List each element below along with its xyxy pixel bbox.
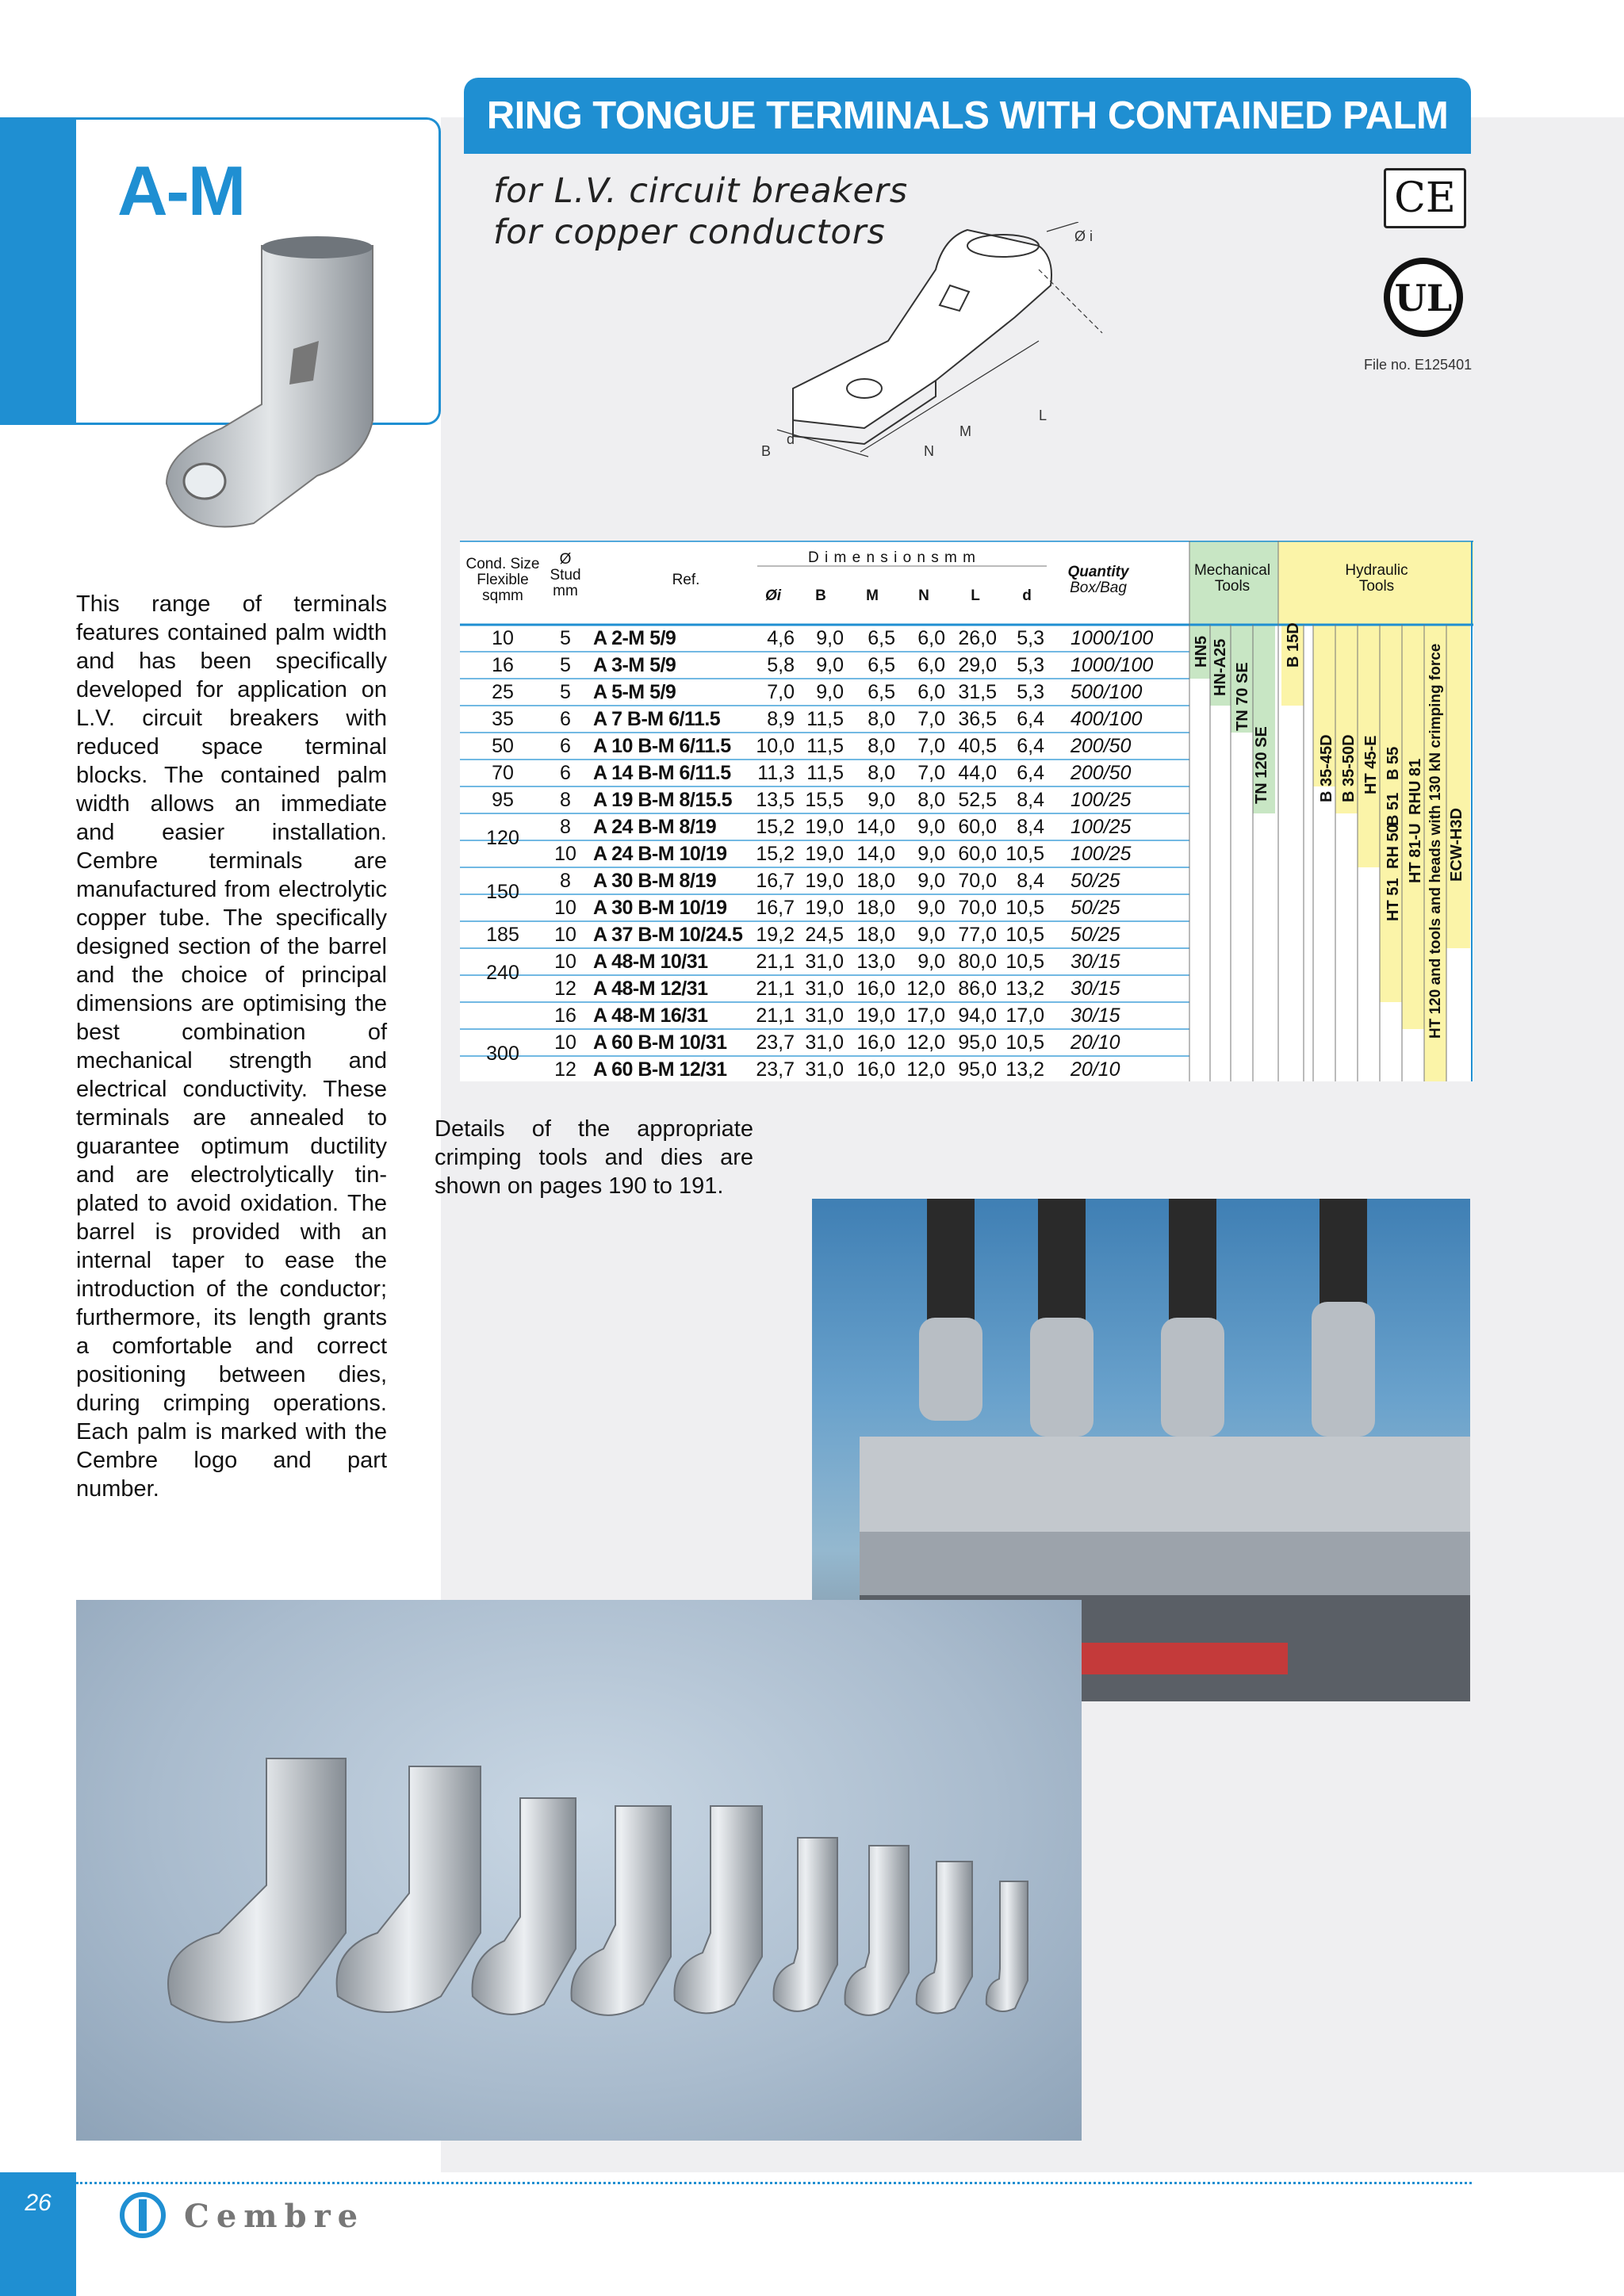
tool-ht51: HT 51 (1385, 878, 1402, 921)
header-quantity-line2: Box/Bag (1070, 580, 1127, 596)
cell-ref: A 24 B-M 8/19 (593, 815, 717, 838)
table-row (460, 1002, 1189, 1029)
cell-qty: 50/25 (1071, 896, 1120, 919)
cell-oi: 13,5 (756, 788, 795, 811)
cell-m: 13,0 (856, 950, 895, 973)
cell-l: 29,0 (958, 653, 997, 676)
cell-oi: 15,2 (756, 842, 795, 865)
header-stud-line3: mm (553, 583, 578, 599)
cell-d: 5,3 (1017, 626, 1044, 649)
cell-b: 31,0 (805, 1058, 844, 1081)
cell-d: 10,5 (1005, 1031, 1044, 1054)
cell-ref: A 2-M 5/9 (593, 626, 676, 649)
header-stud-line2: Stud (550, 567, 581, 584)
cell-stud: 6 (560, 734, 571, 757)
cell-b: 9,0 (816, 653, 844, 676)
cell-qty: 400/100 (1071, 707, 1143, 730)
cell-l: 52,5 (958, 788, 997, 811)
cell-oi: 23,7 (756, 1031, 795, 1054)
cell-l: 95,0 (958, 1031, 997, 1054)
cell-l: 60,0 (958, 842, 997, 865)
cell-qty: 20/10 (1071, 1058, 1120, 1081)
header-mechanical (1189, 563, 1275, 595)
cell-qty: 50/25 (1071, 923, 1120, 946)
cell-ref: A 5-M 5/9 (593, 680, 676, 703)
cell-b: 9,0 (816, 680, 844, 703)
cell-b: 31,0 (805, 950, 844, 973)
tool-rh50: RH 50 (1385, 824, 1402, 869)
terminals-range-illustration (76, 1600, 1082, 2141)
header-quantity-line1: Quantity (1067, 564, 1129, 580)
cell-d: 8,4 (1017, 869, 1044, 892)
cell-d: 6,4 (1017, 761, 1044, 784)
cell-stud: 8 (560, 815, 571, 838)
cell-oi: 11,3 (757, 761, 795, 784)
header-mechanical-line1: Mechanical (1193, 562, 1271, 579)
cell-m: 8,0 (868, 734, 895, 757)
tool-b55: B 55 (1385, 746, 1402, 780)
cell-l: 86,0 (958, 977, 997, 1000)
header-stud-line1: Ø (559, 551, 572, 568)
label-n: N (924, 443, 934, 459)
cell-m: 16,0 (856, 1058, 895, 1081)
cell-oi: 10,0 (756, 734, 795, 757)
cell-ref: A 14 B-M 6/11.5 (593, 761, 731, 784)
cell-d: 5,3 (1017, 653, 1044, 676)
cell-ref: A 30 B-M 10/19 (593, 896, 727, 919)
cell-b: 19,0 (805, 842, 844, 865)
ce-text: CE (1394, 174, 1456, 222)
cell-qty: 30/15 (1071, 1004, 1120, 1027)
cell-b: 19,0 (805, 896, 844, 919)
cell-ref: A 19 B-M 8/15.5 (593, 788, 732, 811)
cell-d: 6,4 (1017, 707, 1044, 730)
dimensions-table (460, 541, 1473, 1081)
table-row (460, 813, 1189, 840)
cell-n: 8,0 (917, 788, 945, 811)
table-row (460, 679, 1189, 706)
header-l: L (971, 587, 980, 604)
cell-l: 36,5 (958, 707, 997, 730)
tool-ht45e: HT 45-E (1362, 735, 1380, 794)
cembre-logo-icon (119, 2191, 167, 2239)
tool-hna25: HN-A25 (1212, 638, 1229, 696)
tool-ht81u: HT 81-U (1407, 823, 1424, 883)
cell-n: 6,0 (917, 626, 945, 649)
cell-ref: A 48-M 10/31 (593, 950, 708, 973)
cell-size: 120 (486, 827, 519, 849)
cell-oi: 19,2 (756, 923, 795, 946)
cell-b: 31,0 (805, 1004, 844, 1027)
cell-b: 11,5 (806, 734, 844, 757)
cell-size: 70 (492, 761, 514, 784)
cell-stud: 10 (554, 842, 576, 865)
page-banner: RING TONGUE TERMINALS WITH CONTAINED PALM (464, 78, 1471, 154)
cell-ref: A 60 B-M 10/31 (593, 1031, 727, 1054)
cell-n: 6,0 (917, 653, 945, 676)
tool-b51: B 51 (1385, 792, 1402, 826)
cell-d: 13,2 (1005, 1058, 1044, 1081)
page-number: 26 (25, 2190, 52, 2216)
header-cond-line2: Flexible (477, 572, 529, 588)
cell-b: 19,0 (805, 815, 844, 838)
tool-rhu81: RHU 81 (1407, 758, 1424, 815)
subtitle-conductors: for copper conductors (493, 212, 886, 252)
cell-ref: A 10 B-M 6/11.5 (593, 734, 731, 757)
tool-hn5: HN5 (1193, 635, 1210, 668)
label-b: B (761, 443, 772, 459)
cell-d: 13,2 (1005, 977, 1044, 1000)
table-row (460, 962, 1189, 1002)
cell-n: 9,0 (917, 950, 945, 973)
table-row (460, 786, 1189, 813)
ce-mark (1384, 168, 1466, 228)
header-quantity (1055, 564, 1142, 596)
cell-m: 6,5 (868, 680, 895, 703)
header-oi: Øi (764, 587, 782, 604)
ul-logo (1372, 254, 1475, 341)
label-oi: Ø i (1074, 228, 1094, 244)
cell-b: 31,0 (805, 977, 844, 1000)
cell-m: 8,0 (868, 707, 895, 730)
cell-b: 15,5 (805, 788, 844, 811)
cell-stud: 10 (554, 950, 576, 973)
cell-qty: 1000/100 (1071, 653, 1154, 676)
cell-qty: 500/100 (1071, 680, 1143, 703)
cell-oi: 21,1 (756, 977, 795, 1000)
cell-size: 300 (486, 1043, 519, 1065)
header-mechanical-line2: Tools (1214, 578, 1251, 595)
label-l: L (1039, 408, 1048, 423)
cell-qty: 100/25 (1071, 788, 1132, 811)
table-row (460, 921, 1189, 948)
cell-oi: 5,8 (767, 653, 795, 676)
cell-n: 9,0 (917, 869, 945, 892)
cell-l: 26,0 (958, 626, 997, 649)
cell-ref: A 24 B-M 10/19 (593, 842, 727, 865)
cell-d: 10,5 (1005, 896, 1044, 919)
left-accent-bar (0, 117, 76, 425)
cell-n: 12,0 (906, 1058, 945, 1081)
cell-oi: 16,7 (756, 896, 795, 919)
cell-n: 9,0 (917, 815, 945, 838)
cell-n: 12,0 (906, 1031, 945, 1054)
cell-b: 31,0 (805, 1031, 844, 1054)
cell-stud: 16 (554, 1004, 576, 1027)
cell-qty: 20/10 (1071, 1031, 1120, 1054)
header-cond-line3: sqmm (482, 587, 523, 604)
cell-oi: 15,2 (756, 815, 795, 838)
cell-n: 17,0 (906, 1004, 945, 1027)
cell-size: 16 (492, 653, 514, 676)
table-row (460, 652, 1189, 679)
cell-m: 6,5 (868, 626, 895, 649)
description-text: This range of terminals features contained palm width and has been specifically developed for application on L.V. circuit breakers with reduced space terminal blocks. The contained palm width allows an immediate and easier installation. Cembre terminals are manufactured from electrolytic copper tube. The specifically designed section of the barrel and the choice of principal dimensions are optimising the best combination of mechanical strength and electrical conductivity. These terminals are annealed to guarantee optimum ductility and are electrolytically tin-plated to avoid oxidation. The barrel is provided with an internal taper to ease the introduction of the conductor; furthermore, its length grants a comfortable and correct positioning between dies, during crimping operations. Each palm is marked with the Cembre logo and part number. (76, 591, 387, 1502)
cell-l: 95,0 (958, 1058, 997, 1081)
cell-b: 11,5 (806, 761, 844, 784)
tool-tn70: TN 70 SE (1234, 662, 1251, 731)
cell-qty: 100/25 (1071, 842, 1132, 865)
header-n: N (918, 587, 929, 604)
cell-m: 8,0 (868, 761, 895, 784)
table-row (460, 706, 1189, 733)
cell-l: 80,0 (958, 950, 997, 973)
cell-size: 185 (486, 923, 519, 946)
cell-size: 35 (492, 707, 514, 730)
header-ref: Ref. (672, 572, 700, 588)
cell-m: 9,0 (868, 788, 895, 811)
table-row (460, 733, 1189, 760)
cell-size: 240 (486, 962, 519, 984)
table-row (460, 1029, 1189, 1056)
cell-n: 6,0 (917, 680, 945, 703)
cell-ref: A 48-M 16/31 (593, 1004, 708, 1027)
cell-l: 70,0 (958, 869, 997, 892)
cell-stud: 10 (554, 896, 576, 919)
cell-size: 95 (492, 788, 514, 811)
cell-qty: 200/50 (1071, 734, 1132, 757)
cell-m: 19,0 (856, 1004, 895, 1027)
header-cond-line1: Cond. Size (465, 556, 540, 572)
cell-size: 150 (486, 881, 519, 903)
cell-d: 10,5 (1005, 842, 1044, 865)
cell-oi: 21,1 (756, 1004, 795, 1027)
cell-qty: 30/15 (1071, 977, 1120, 1000)
cell-l: 31,5 (958, 680, 997, 703)
terminal-dimension-diagram (698, 222, 1110, 468)
cell-oi: 7,0 (767, 680, 795, 703)
cell-stud: 12 (554, 977, 576, 1000)
cell-b: 9,0 (816, 626, 844, 649)
cell-l: 44,0 (958, 761, 997, 784)
cell-l: 94,0 (958, 1004, 997, 1027)
cell-stud: 10 (554, 923, 576, 946)
cell-m: 14,0 (856, 815, 895, 838)
cell-ref: A 60 B-M 12/31 (593, 1058, 727, 1081)
footer-divider (76, 2182, 1472, 2184)
cell-stud: 5 (560, 653, 571, 676)
tool-b3550d: B 35-50D (1340, 734, 1358, 802)
cell-oi: 16,7 (756, 869, 795, 892)
cell-stud: 6 (560, 707, 571, 730)
cell-size: 50 (492, 734, 514, 757)
cell-d: 5,3 (1017, 680, 1044, 703)
table-row (460, 881, 1189, 921)
cell-m: 16,0 (856, 1031, 895, 1054)
cell-stud: 12 (554, 1058, 576, 1081)
label-m: M (959, 423, 971, 439)
cell-ref: A 37 B-M 10/24.5 (593, 923, 743, 946)
cell-b: 11,5 (806, 707, 844, 730)
cell-d: 10,5 (1005, 923, 1044, 946)
header-stud (546, 552, 585, 599)
cell-d: 8,4 (1017, 815, 1044, 838)
cell-oi: 23,7 (756, 1058, 795, 1081)
cell-m: 18,0 (856, 923, 895, 946)
header-hydraulic (1281, 563, 1472, 595)
cell-oi: 4,6 (767, 626, 795, 649)
cell-n: 9,0 (917, 923, 945, 946)
header-cond (460, 557, 546, 604)
tool-b15d: B 15D (1285, 622, 1302, 668)
header-hydraulic-line1: Hydraulic (1345, 562, 1408, 579)
cell-ref: A 30 B-M 8/19 (593, 869, 717, 892)
table-row (460, 948, 1189, 975)
cell-n: 7,0 (917, 734, 945, 757)
header-dimensions: D i m e n s i o n s m m (808, 549, 976, 566)
cell-n: 12,0 (906, 977, 945, 1000)
cell-m: 18,0 (856, 869, 895, 892)
cell-l: 70,0 (958, 896, 997, 919)
cell-n: 7,0 (917, 761, 945, 784)
cell-oi: 8,9 (767, 707, 795, 730)
header-hydraulic-line2: Tools (1358, 578, 1395, 595)
terminal-photo (111, 222, 428, 555)
cell-d: 6,4 (1017, 734, 1044, 757)
cell-qty: 50/25 (1071, 869, 1120, 892)
label-d: d (787, 431, 795, 447)
cell-stud: 8 (560, 869, 571, 892)
cell-m: 14,0 (856, 842, 895, 865)
product-code: A-M (117, 151, 245, 230)
cell-qty: 200/50 (1071, 761, 1132, 784)
cell-oi: 21,1 (756, 950, 795, 973)
cell-qty: 1000/100 (1071, 626, 1154, 649)
cell-l: 60,0 (958, 815, 997, 838)
cell-qty: 30/15 (1071, 950, 1120, 973)
cell-size: 25 (492, 680, 514, 703)
ecw-col (1446, 625, 1470, 948)
cell-l: 40,5 (958, 734, 997, 757)
cell-b: 19,0 (805, 869, 844, 892)
cell-ref: A 7 B-M 6/11.5 (593, 707, 721, 730)
cell-m: 16,0 (856, 977, 895, 1000)
tool-ht120: HT 120 and tools and heads with 130 kN crimping force (1427, 643, 1444, 1039)
cembre-brand: Cembre (184, 2198, 366, 2235)
cell-l: 77,0 (958, 923, 997, 946)
cell-stud: 6 (560, 761, 571, 784)
cell-stud: 5 (560, 680, 571, 703)
ul-text: UL (1394, 277, 1453, 320)
tool-tn120: TN 120 SE (1253, 726, 1270, 804)
table-row (460, 867, 1189, 894)
cell-d: 8,4 (1017, 788, 1044, 811)
cell-ref: A 3-M 5/9 (593, 653, 676, 676)
header-m: M (866, 587, 879, 604)
details-text: Details of the appropriate crimping tools and dies are shown on pages 190 to 191. (435, 1116, 753, 1199)
header-d: d (1022, 587, 1032, 604)
table-row (460, 1043, 1189, 1083)
cell-d: 17,0 (1005, 1004, 1044, 1027)
tool-b3545d: B 35-45D (1318, 734, 1335, 802)
cell-m: 6,5 (868, 653, 895, 676)
tool-ecw: ECW-H3D (1448, 808, 1465, 882)
cell-m: 18,0 (856, 896, 895, 919)
cell-stud: 10 (554, 1031, 576, 1054)
cell-n: 9,0 (917, 896, 945, 919)
header-b: B (815, 587, 826, 604)
cell-b: 24,5 (805, 923, 844, 946)
cell-d: 10,5 (1005, 950, 1044, 973)
table-row (460, 625, 1189, 652)
cell-n: 7,0 (917, 707, 945, 730)
subtitle-breakers: for L.V. circuit breakers (493, 171, 909, 211)
cell-ref: A 48-M 12/31 (593, 977, 708, 1000)
cell-stud: 5 (560, 626, 571, 649)
cell-n: 9,0 (917, 842, 945, 865)
file-number: File no. E125401 (1364, 357, 1473, 373)
table-row (460, 827, 1189, 867)
terminals-range-photo (76, 1600, 1082, 2141)
table-row (460, 760, 1189, 786)
cell-stud: 8 (560, 788, 571, 811)
cell-size: 10 (492, 626, 514, 649)
cell-qty: 100/25 (1071, 815, 1132, 838)
